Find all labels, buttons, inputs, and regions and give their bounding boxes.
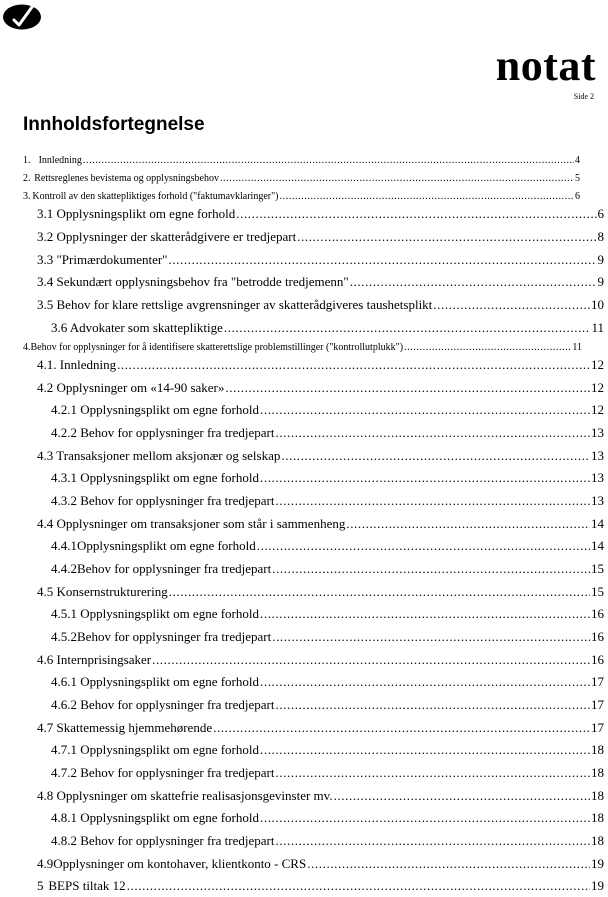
toc-entry-page: 12 — [591, 402, 604, 417]
dot-leader — [260, 606, 590, 622]
dot-leader — [225, 380, 590, 396]
toc-entry[interactable] — [51, 629, 604, 645]
dot-leader — [260, 810, 590, 826]
toc-entry-title: 4.5.1 Opplysningsplikt om egne forhold — [51, 606, 259, 621]
toc-entry-title: 4.3 Transaksjoner mellom aksjonær og selskap — [37, 448, 281, 463]
toc-entry[interactable] — [37, 357, 604, 373]
toc-entry-page: 18 — [591, 810, 604, 825]
dot-leader — [169, 584, 590, 600]
toc-entry[interactable] — [37, 516, 604, 532]
toc-entry-page: 13 — [591, 448, 604, 463]
toc-entry-page: 15 — [591, 561, 604, 576]
toc-entry[interactable] — [51, 402, 604, 418]
toc-entry-title: Behov for opplysninger fra tredjepart — [77, 629, 272, 644]
toc-entry-page: 17 — [591, 674, 604, 689]
dot-leader — [260, 470, 590, 486]
dot-leader — [224, 320, 591, 336]
dot-leader — [117, 357, 590, 373]
toc-entry-title: 4.2 Opplysninger om «14-90 saker» — [37, 380, 225, 395]
toc-entry[interactable] — [37, 720, 604, 736]
page-number-label: Side 2 — [573, 92, 594, 101]
toc-entry-page: 11 — [572, 342, 582, 353]
toc-entry-number: 4.4.2 — [51, 561, 77, 576]
dot-leader — [275, 765, 590, 781]
toc-entry-page: 10 — [591, 297, 604, 312]
dot-leader — [272, 561, 590, 577]
toc-entry[interactable] — [51, 697, 604, 713]
toc-entry-title: 4.8 Opplysninger om skattefrie realisasjonsgevinster mv. — [37, 788, 333, 803]
dot-leader — [275, 833, 590, 849]
toc-entry[interactable] — [37, 652, 604, 668]
toc-entry-title: 4.8.2 Behov for opplysninger fra tredjepart — [51, 833, 275, 848]
toc-entry-page: 6 — [575, 191, 580, 202]
dot-leader — [260, 674, 590, 690]
toc-entry-title: Behov for opplysninger fra tredjepart — [77, 561, 272, 576]
toc-entry-title: Innledning — [38, 155, 82, 166]
dot-leader — [127, 878, 590, 894]
toc-entry-title: 4.3.2 Behov for opplysninger fra tredjepart — [51, 493, 275, 508]
dot-leader — [213, 720, 590, 736]
dot-leader — [257, 538, 590, 554]
toc-entry[interactable] — [51, 606, 604, 622]
dot-leader — [272, 629, 590, 645]
toc-entry-page: 4 — [575, 155, 580, 166]
toc-entry[interactable] — [37, 297, 604, 313]
toc-entry-number: 1. — [23, 155, 31, 166]
dot-leader — [281, 448, 590, 464]
toc-entry-page: 17 — [591, 697, 604, 712]
toc-entry[interactable] — [37, 856, 604, 872]
toc-entry-page: 18 — [591, 765, 604, 780]
toc-entry-page: 13 — [591, 425, 604, 440]
dot-leader — [433, 297, 590, 313]
toc-entry[interactable] — [23, 342, 582, 353]
toc-entry-title: 4.2.2 Behov for opplysninger fra tredjepart — [51, 425, 275, 440]
toc-heading: Innholdsfortegnelse — [23, 114, 205, 135]
toc-entry-number: 3. — [23, 191, 31, 202]
dot-leader — [346, 516, 590, 532]
toc-entry-title: 4.5 Konsernstrukturering — [37, 584, 168, 599]
toc-entry[interactable] — [37, 878, 604, 894]
toc-entry-page: 12 — [591, 357, 604, 372]
dot-leader — [152, 652, 590, 668]
toc-entry-title: 4.6.1 Opplysningsplikt om egne forhold — [51, 674, 259, 689]
toc-entry-page: 16 — [591, 606, 604, 621]
toc-entry[interactable] — [37, 380, 604, 396]
toc-entry[interactable] — [51, 470, 604, 486]
toc-entry-title: 3.3 "Primærdokumenter" — [37, 252, 168, 267]
toc-entry[interactable] — [51, 674, 604, 690]
toc-entry-page: 11 — [591, 320, 604, 335]
toc-entry-title: 4.1. Innledning — [37, 357, 117, 372]
toc-entry-number: 4.5.2 — [51, 629, 77, 644]
toc-entry-number: 5 — [37, 878, 44, 893]
toc-entry-page: 13 — [591, 470, 604, 485]
toc-entry-title: 3.1 Opplysningsplikt om egne forhold — [37, 206, 236, 221]
dot-leader — [83, 155, 574, 166]
document-type-title: notat — [495, 41, 596, 90]
toc-entry-title: Opplysningsplikt om egne forhold — [77, 538, 256, 553]
toc-entry[interactable] — [51, 561, 604, 577]
toc-entry-page: 19 — [591, 878, 604, 893]
toc-entry-page: 16 — [591, 629, 604, 644]
dot-leader — [350, 274, 597, 290]
toc-entry-page: 8 — [597, 229, 604, 244]
toc-entry[interactable] — [37, 584, 604, 600]
toc-entry-title: 4.7 Skattemessig hjemmehørende — [37, 720, 213, 735]
toc-entry[interactable] — [37, 252, 604, 268]
toc-entry[interactable] — [51, 742, 604, 758]
toc-entry-title: 4.4 Opplysninger om transaksjoner som står i sammenheng — [37, 516, 346, 531]
toc-entry-page: 6 — [597, 206, 604, 221]
toc-entry-title: Behov for opplysninger for å identifisere skatterettslige problemstillinger ("kontrollutplukk") — [30, 342, 404, 353]
toc-entry-number: 4. — [23, 342, 31, 353]
dot-leader — [280, 191, 574, 202]
toc-entry[interactable] — [37, 229, 604, 245]
toc-entry-title: 3.6 Advokater som skattepliktige — [51, 320, 223, 335]
toc-entry[interactable] — [51, 833, 604, 849]
toc-entry[interactable] — [37, 448, 604, 464]
toc-entry[interactable] — [23, 191, 580, 202]
dot-leader — [275, 697, 590, 713]
toc-entry-page: 9 — [597, 274, 604, 289]
toc-entry[interactable] — [37, 788, 604, 804]
toc-entry-page: 13 — [591, 493, 604, 508]
toc-entry-number: 4.4.1 — [51, 538, 77, 553]
toc-entry-page: 14 — [591, 516, 604, 531]
toc-entry[interactable] — [37, 206, 604, 222]
toc-entry-title: 4.7.1 Opplysningsplikt om egne forhold — [51, 742, 259, 757]
dot-leader — [260, 742, 590, 758]
toc-entry-title: BEPS tiltak 12 — [48, 878, 126, 893]
toc-entry-page: 5 — [575, 173, 580, 184]
toc-entry-title: 3.5 Behov for klare rettslige avgrensninger av skatterådgiveres taushetsplikt — [37, 297, 433, 312]
toc-entry-title: 3.4 Sekundært opplysningsbehov fra "betrodde tredjemenn" — [37, 274, 349, 289]
toc-entry-title: 4.8.1 Opplysningsplikt om egne forhold — [51, 810, 259, 825]
toc-entry-title: 4.2.1 Opplysningsplikt om egne forhold — [51, 402, 259, 417]
toc-entry[interactable] — [51, 425, 604, 441]
toc-entry-page: 17 — [591, 720, 604, 735]
dot-leader — [307, 856, 590, 872]
toc-entry-title: 4.6.2 Behov for opplysninger fra tredjepart — [51, 697, 275, 712]
dot-leader — [260, 402, 590, 418]
toc-entry-title: 4.6 Internprisingsaker — [37, 652, 152, 667]
toc-entry-page: 9 — [597, 252, 604, 267]
dot-leader — [334, 788, 590, 804]
toc-entry[interactable] — [51, 810, 604, 826]
toc-entry[interactable] — [51, 493, 604, 509]
toc-entry[interactable] — [51, 538, 604, 554]
dot-leader — [275, 425, 590, 441]
toc-entry-page: 12 — [591, 380, 604, 395]
toc-entry-title: 4.7.2 Behov for opplysninger fra tredjepart — [51, 765, 275, 780]
toc-entry[interactable] — [23, 173, 580, 184]
toc-entry[interactable] — [37, 274, 604, 290]
toc-entry[interactable] — [51, 765, 604, 781]
dot-leader — [297, 229, 596, 245]
toc-entry-page: 18 — [591, 833, 604, 848]
dot-leader — [169, 252, 597, 268]
toc-entry-title: Opplysninger om kontohaver, klientkonto - CRS — [53, 856, 307, 871]
toc-entry-title: 4.3.1 Opplysningsplikt om egne forhold — [51, 470, 259, 485]
toc-entry-number: 4.9 — [37, 856, 54, 871]
dot-leader — [236, 206, 596, 222]
toc-entry-title: Rettsreglenes bevistema og opplysningsbehov — [34, 173, 219, 184]
toc-entry[interactable] — [23, 155, 580, 166]
toc-entry-title: Kontroll av den skattepliktiges forhold ("faktumavklaringer") — [32, 191, 279, 202]
dot-leader — [275, 493, 590, 509]
toc-entry-number: 2. — [23, 173, 31, 184]
toc-entry-page: 18 — [591, 742, 604, 757]
toc-entry[interactable] — [51, 320, 604, 336]
dot-leader — [220, 173, 574, 184]
toc-entry-page: 15 — [591, 584, 604, 599]
toc-entry-page: 18 — [591, 788, 604, 803]
dot-leader — [404, 342, 571, 353]
toc-entry-page: 16 — [591, 652, 604, 667]
toc-entry-title: 3.2 Opplysninger der skatterådgivere er tredjepart — [37, 229, 297, 244]
toc-entry-page: 19 — [591, 856, 604, 871]
toc-entry-page: 14 — [591, 538, 604, 553]
